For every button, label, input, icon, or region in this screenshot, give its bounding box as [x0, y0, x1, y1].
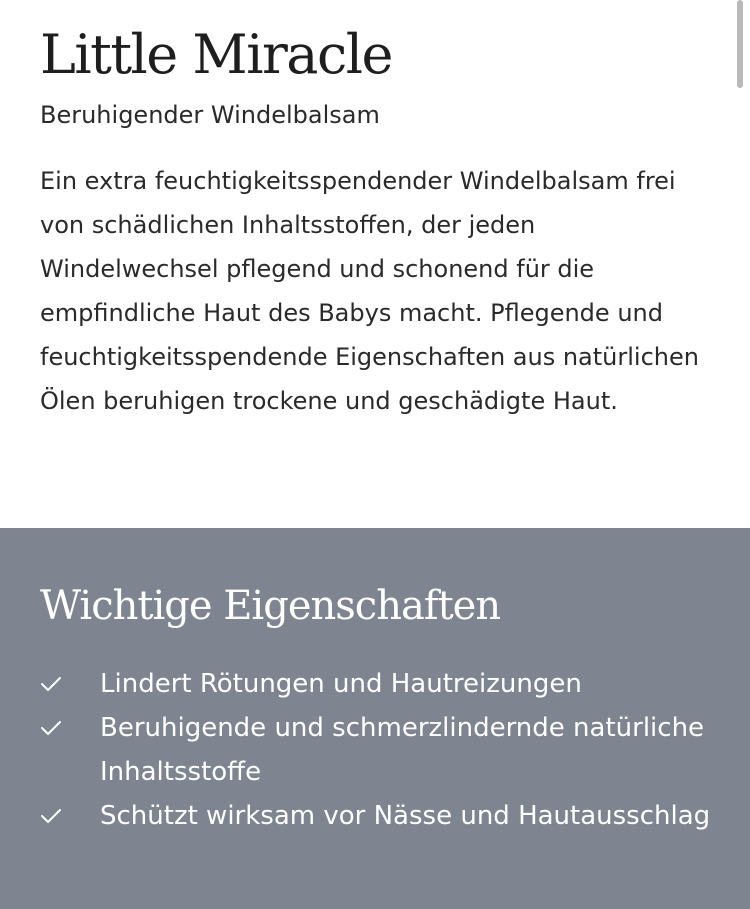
check-icon	[40, 719, 62, 737]
scrollbar-thumb[interactable]	[737, 0, 743, 88]
feature-list	[40, 662, 730, 838]
feature-item	[40, 794, 730, 838]
product-subtitle: Beruhigender Windelbalsam	[40, 101, 380, 129]
features-section	[0, 528, 750, 909]
product-description: Ein extra feuchtigkeitsspendender Windelbalsam frei von schädlichen Inhaltsstoffen, der jeden Windelwechsel pflegend und schonend für die empfindliche Haut des Babys macht. Pflegende und feuchtigkeitsspendende Eigenschaften aus natürlichen Ölen beruhigen trockene und geschädigte Haut.	[40, 167, 699, 415]
feature-item	[40, 662, 730, 706]
feature-item-text: Beruhigende und schmerzlindernde natürliche Inhaltsstoffe	[100, 713, 705, 787]
feature-item-text: Lindert Rötungen und Hautreizungen	[100, 669, 582, 699]
features-heading: Wichtige Eigenschaften	[40, 583, 501, 629]
check-icon	[40, 807, 62, 825]
feature-item	[40, 706, 730, 794]
check-icon	[40, 675, 62, 693]
product-title: Little Miracle	[40, 23, 392, 86]
feature-item-text: Schützt wirksam vor Nässe und Hautausschlag	[100, 801, 711, 831]
